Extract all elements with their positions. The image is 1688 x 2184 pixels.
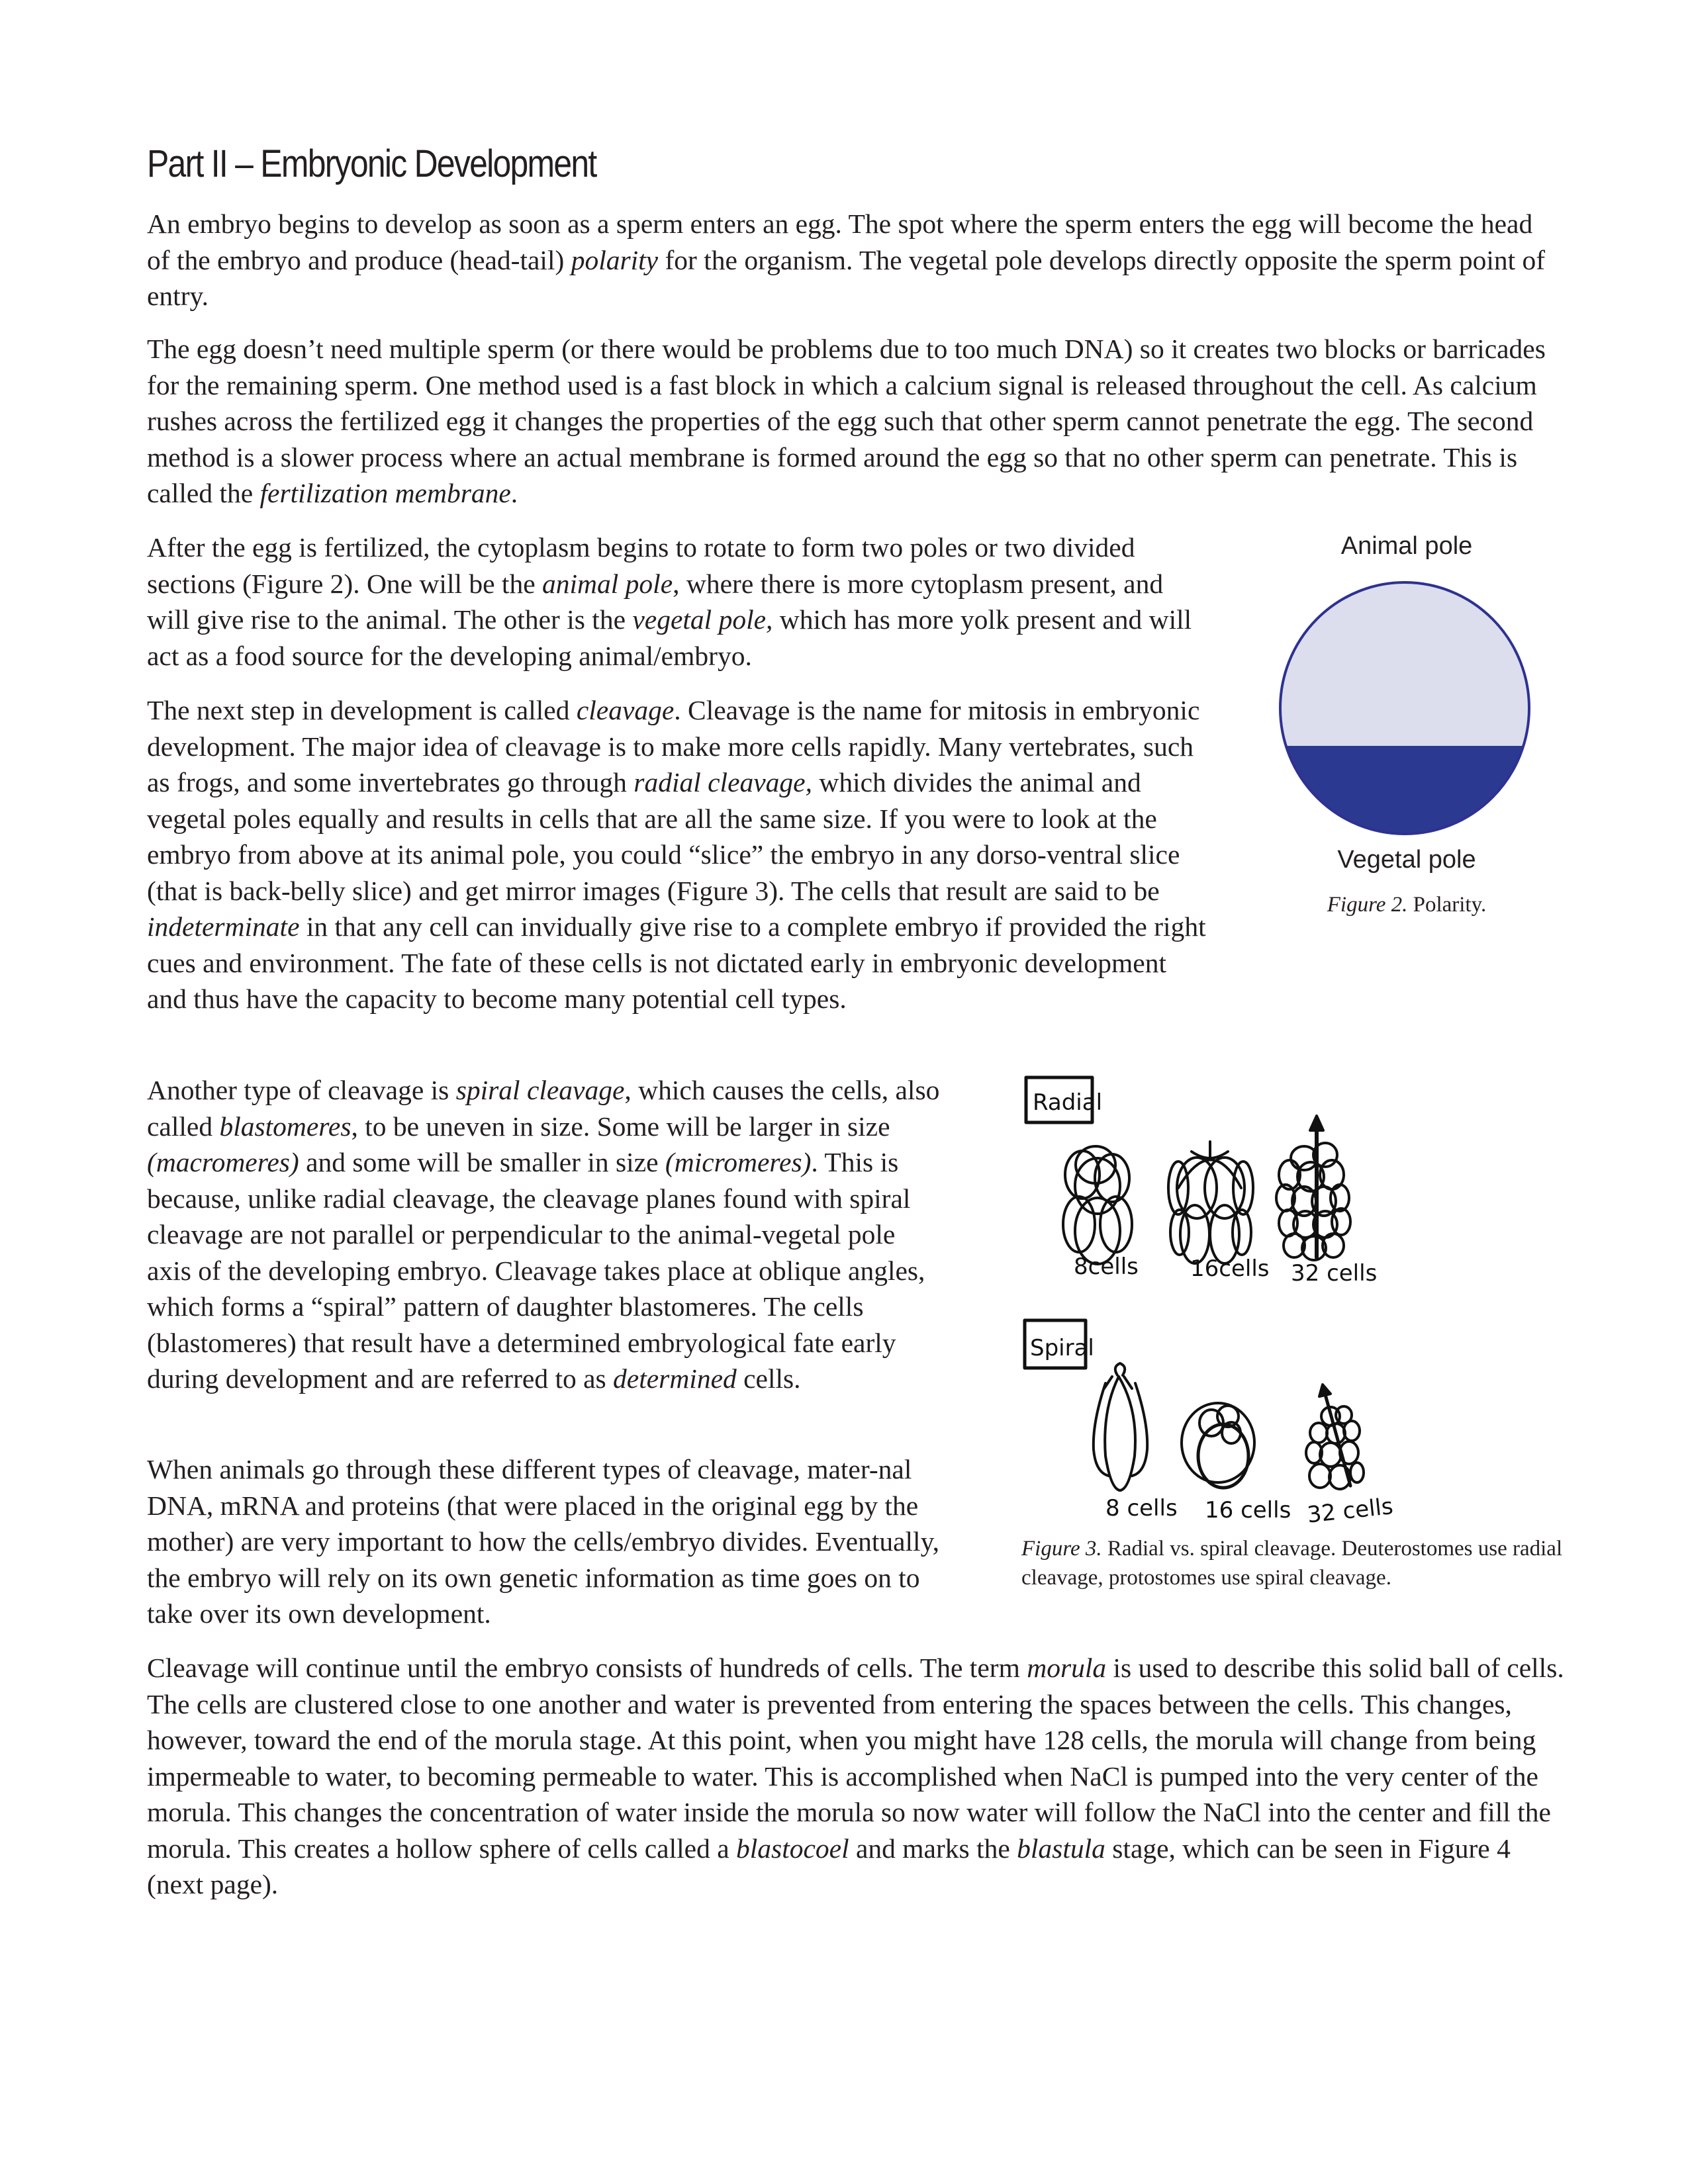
text-run: An embryo begins to develop as soon as a sperm enters an egg. The spot where the sperm enters the egg will become the head of the embryo and produce (head-tail) bbox=[147, 208, 1533, 275]
emphasized-term: fertilization membrane bbox=[259, 478, 511, 508]
figure-3-caption-label: Figure 3. bbox=[1021, 1537, 1102, 1561]
radial-8-cells-label: 8cells bbox=[1074, 1253, 1139, 1280]
paragraph-spiral-cleavage bbox=[147, 1072, 941, 1397]
text-run: is used to describe this solid ball of cells. The cells are clustered close to one another and water is prevented from entering the spaces between the cells. This changes, however, toward the end of the morula stage. At this point, when you might have 128 cells, the morula will change from being impermeable to water, to becoming permeable to water. This is accomplished when NaCl is pumped into the very center of the morula. This changes the concentration of water inside the morula so now water will follow the NaCl into the center and fill the morula. This creates a hollow sphere of cells called a bbox=[147, 1653, 1564, 1864]
text-run: After the egg is fertilized, the cytoplasm begins to rotate to form two poles or two divided sections (Figure 2). One will be the bbox=[147, 532, 1135, 599]
paragraph-poles bbox=[147, 529, 1213, 674]
emphasized-term: (micromeres) bbox=[665, 1147, 812, 1177]
emphasized-term: morula bbox=[1027, 1653, 1107, 1683]
polarity-egg-diagram bbox=[1271, 576, 1542, 841]
text-run: , to be uneven in size. Some will be larger in size bbox=[351, 1111, 890, 1142]
paragraph-radial-cleavage bbox=[147, 692, 1213, 1017]
figure-3-caption-text: Radial vs. spiral cleavage. Deuterostomes use radial cleavage, protostomes use spiral cleavage. bbox=[1021, 1537, 1563, 1590]
emphasized-term: radial cleavage, bbox=[633, 767, 812, 797]
radial-32-cell-embryo bbox=[1276, 1116, 1350, 1260]
spiral-32-cells-label: 32 cells bbox=[1305, 1493, 1395, 1529]
text-run: The egg doesn’t need multiple sperm (or there would be problems due to too much DNA) so it creates two blocks or barricades for the remaining sperm. One method used is a fast block in which a calcium signal is released throughout the cell. As calcium rushes across the fertilized egg it changes the properties of the egg such that other sperm cannot penetrate the egg. The second method is a slower process where an actual membrane is formed around the egg so that no other sperm can penetrate. This is called the bbox=[147, 334, 1546, 508]
emphasized-term: determined bbox=[613, 1363, 737, 1394]
emphasized-term: blastomeres bbox=[219, 1111, 352, 1142]
text-run: and some will be smaller in size bbox=[299, 1147, 665, 1177]
paragraph-maternal-dna bbox=[147, 1451, 955, 1632]
figure-3-cleavage bbox=[1013, 1066, 1562, 1529]
spiral-8-cell-embryo bbox=[1094, 1363, 1147, 1490]
emphasized-term: spiral cleavage bbox=[455, 1075, 625, 1105]
text-run: which has more yolk present and will act as a food source for the developing animal/embryo. bbox=[147, 604, 1192, 671]
text-run: When animals go through these different types of cleavage, mater-nal DNA, mRNA and proteins (that were placed in the original egg by the mother) are very important to how the cells/embryo divides. Eventually, the embryo will rely on its own genetic information as time goes on to take over its own development. bbox=[147, 1454, 940, 1629]
figure-2-caption bbox=[1258, 890, 1556, 919]
emphasized-term: vegetal pole, bbox=[632, 604, 773, 635]
emphasized-term: indeterminate bbox=[147, 911, 300, 942]
paragraph-sperm-blocks bbox=[147, 331, 1564, 512]
text-run: for the organism. The vegetal pole develops directly opposite the sperm point of entry. bbox=[147, 244, 1546, 311]
figure-3-caption bbox=[1021, 1534, 1564, 1592]
radial-8-cell-embryo bbox=[1063, 1146, 1132, 1264]
emphasized-term: cleavage bbox=[576, 695, 675, 725]
text-run: Cleavage will continue until the embryo consists of hundreds of cells. The term bbox=[147, 1653, 1027, 1683]
text-run: . Cleavage is the name for mitosis in embryonic development. The major idea of cleavage is to make more cells rapidly. Many vertebrates, such as frogs, and some invertebrates go through bbox=[147, 695, 1200, 797]
text-run: . bbox=[510, 478, 518, 508]
text-run: , where there is more cytoplasm present, and will give rise to the animal. The other is the bbox=[147, 568, 1164, 635]
emphasized-term: blastocoel bbox=[736, 1833, 849, 1864]
radial-32-cells-label: 32 cells bbox=[1291, 1260, 1378, 1287]
section-heading: Part II – Embryonic Development bbox=[147, 142, 596, 185]
figure-2-caption-label: Figure 2. bbox=[1327, 893, 1408, 917]
animal-pole-label: Animal pole bbox=[1340, 532, 1473, 560]
figure-2-caption-text: Polarity. bbox=[1407, 893, 1487, 917]
text-run: Another type of cleavage is bbox=[147, 1075, 456, 1105]
text-run: The next step in development is called bbox=[147, 695, 577, 725]
spiral-8-cells-label: 8 cells bbox=[1105, 1495, 1178, 1522]
text-run: , which causes the cells, also called bbox=[147, 1075, 940, 1142]
text-run: . This is because, unlike radial cleavage, the cleavage planes found with spiral cleavage are not parallel or perpendicular to the animal-vegetal pole axis of the developing embryo. Cleavage takes place at oblique angles, which forms a “spiral” pattern of daughter blastomeres. The cells (blastomeres) that result have a determined embryological fate early during development and are referred to as bbox=[147, 1147, 925, 1394]
cleavage-drawing bbox=[1013, 1066, 1562, 1529]
radial-label: Radial bbox=[1033, 1089, 1103, 1116]
emphasized-term: animal pole bbox=[542, 568, 673, 599]
text-run: and marks the bbox=[849, 1833, 1017, 1864]
spiral-16-cell-embryo bbox=[1182, 1403, 1254, 1488]
text-run: cells. bbox=[736, 1363, 801, 1394]
text-run: in that any cell can invidually give rise to a complete embryo if provided the right cues and environment. The fate of these cells is not dictated early in embryonic development and thus have the capacity to become many potential cell types. bbox=[147, 911, 1206, 1014]
spiral-label: Spiral bbox=[1030, 1335, 1094, 1361]
figure-2-polarity bbox=[1258, 523, 1556, 946]
spiral-label-box bbox=[1025, 1320, 1094, 1368]
text-run: which divides the animal and vegetal poles equally and results in cells that are all the same size. If you were to look at the embryo from above at its animal pole, you could “slice” the embryo in any dorso-ventral slice (that is back-belly slice) and get mirror images (Figure 3). The cells that result are said to be bbox=[147, 767, 1180, 906]
radial-label-box bbox=[1026, 1077, 1102, 1122]
paragraph-morula-blastula bbox=[147, 1650, 1570, 1903]
spiral-16-cells-label: 16 cells bbox=[1205, 1497, 1291, 1524]
radial-16-cell-embryo bbox=[1168, 1142, 1253, 1263]
paragraph-polarity bbox=[147, 206, 1557, 314]
emphasized-term: (macromeres) bbox=[147, 1147, 299, 1177]
radial-16-cells-label: 16cells bbox=[1190, 1255, 1270, 1282]
emphasized-term: blastula bbox=[1017, 1833, 1105, 1864]
vegetal-pole-label: Vegetal pole bbox=[1337, 846, 1476, 874]
emphasized-term: polarity bbox=[571, 244, 659, 275]
text-run: stage, which can be seen in Figure 4 (next page). bbox=[147, 1833, 1511, 1899]
spiral-32-cell-embryo bbox=[1306, 1385, 1364, 1489]
